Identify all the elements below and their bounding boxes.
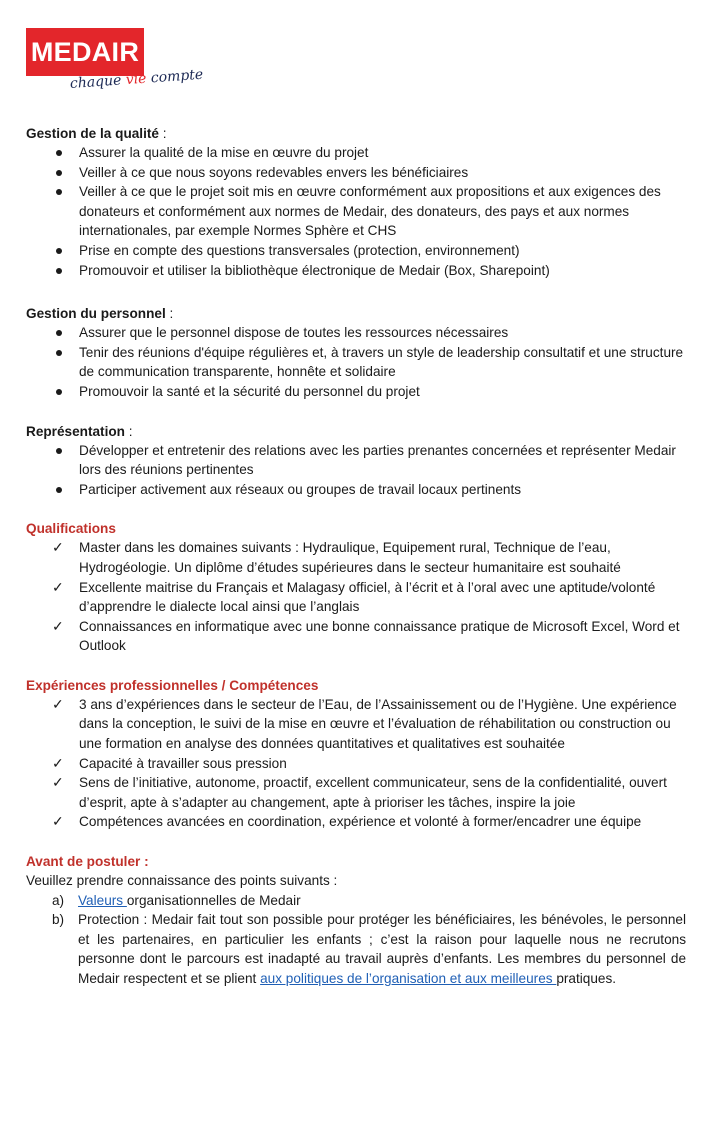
before-apply-intro: Veuillez prendre connaissance des points suivants :	[26, 873, 338, 889]
list-item-text: Promouvoir la santé et la sécurité du personnel du projet	[79, 383, 420, 399]
personnel-list	[26, 323, 686, 401]
list-item	[26, 754, 686, 774]
list-item-text: Compétences avancées en coordination, expérience et volonté à former/encadrer une équipe	[79, 814, 642, 830]
list-item-text: 3 ans d’expériences dans le secteur de l’Eau, de l’Assainissement ou de l’Hygiène. Une expérience dans la conception, le suivi de la mise en œuvre et l’évaluation de réhabilitation ou construction ou une formation en analyse des données quantitatives et qualitatives est souhaitée	[79, 696, 677, 752]
checkmark-icon: ✓	[52, 617, 64, 634]
list-item-text: Participer activement aux réseaux ou groupes de travail locaux pertinents	[79, 481, 522, 497]
bullet-icon	[56, 487, 62, 493]
section-title-text: Gestion du personnel	[26, 306, 166, 322]
list-item-text-tail: pratiques.	[556, 971, 617, 986]
values-link[interactable]: Valeurs	[78, 892, 127, 908]
section-title-quality	[26, 124, 686, 143]
section-title-experience: Expériences professionnelles / Compétences	[26, 677, 319, 693]
list-item-text: Développer et entretenir des relations avec les parties prenantes concernées et représenter Medair lors des réunions pertinentes	[79, 442, 676, 478]
section-title-colon: :	[124, 423, 133, 439]
list-item-text: Prise en compte des questions transversales (protection, environnement)	[79, 242, 520, 258]
list-item	[26, 480, 686, 500]
bullet-icon	[56, 189, 62, 195]
section-title-colon: :	[158, 126, 167, 141]
list-item	[26, 910, 686, 988]
bullet-icon	[56, 448, 62, 454]
bullet-icon	[56, 150, 62, 156]
list-marker: a)	[52, 892, 65, 908]
list-item-text: Sens de l’initiative, autonome, proactif, excellent communicateur, sens de la confidentialité, ouvert d’esprit, apte à s’adapter au changement, apte à prioriser les tâches, inspire la joie	[79, 775, 667, 810]
bullet-icon	[56, 389, 62, 395]
bullet-icon	[56, 268, 62, 274]
list-item	[26, 163, 686, 183]
list-item-text: Veiller à ce que nous soyons redevables envers les bénéficiaires	[79, 164, 469, 180]
checkmark-icon: ✓	[52, 539, 64, 556]
checkmark-icon: ✓	[52, 695, 64, 712]
list-item	[26, 143, 686, 163]
list-item-text: organisationnelles de Medair	[126, 892, 301, 908]
section-title-personnel	[26, 304, 686, 323]
checkmark-icon: ✓	[52, 813, 64, 830]
list-item	[26, 773, 686, 812]
list-item	[26, 261, 686, 281]
list-item-text: Assurer la qualité de la mise en œuvre du projet	[79, 145, 369, 160]
section-title-before-apply: Avant de postuler :	[26, 854, 149, 870]
list-item	[26, 441, 686, 480]
bullet-icon	[56, 248, 62, 254]
tagline-part: chaque	[69, 72, 127, 92]
list-item	[26, 891, 686, 911]
bullet-icon	[56, 170, 62, 176]
list-item	[26, 617, 686, 656]
before-apply-list	[26, 891, 686, 989]
list-marker: b)	[52, 912, 65, 928]
list-item	[26, 578, 686, 617]
policies-link[interactable]: aux politiques de l’organisation et aux meilleures	[260, 971, 557, 986]
section-title-text: Représentation	[26, 423, 125, 439]
document-body	[26, 124, 686, 989]
list-item-text: Protection : Medair fait tout son possible pour protéger les bénéficiaires, les bénévoles, le personnel et les partenaires, en particulier les enfants ; c’est la raison pour laquelle nous ne recrutons personne dont le parcours est inadapté au travail auprès d’enfants. Les membres du personnel de Medair respectent et se plient	[78, 912, 686, 986]
list-item-text: Assurer que le personnel dispose de toutes les ressources nécessaires	[79, 325, 509, 341]
list-item	[26, 538, 686, 577]
list-item-text: Veiller à ce que le projet soit mis en œuvre conformément aux propositions et aux exigences des donateurs et conformément aux normes de Medair, des donateurs, des pays et aux normes internationales, par exemple Normes Sphère et CHS	[79, 184, 661, 239]
list-item	[26, 182, 686, 241]
checkmark-icon: ✓	[52, 754, 64, 771]
list-item-text: Connaissances en informatique avec une bonne connaissance pratique de Microsoft Excel, Word et Outlook	[79, 618, 680, 654]
list-item-text: Excellente maitrise du Français et Malagasy officiel, à l’écrit et à l’oral avec une aptitude/volonté d’apprendre le dialecte local ainsi que l’anglais	[79, 579, 656, 615]
section-title-text: Gestion de la qualité	[26, 126, 159, 141]
section-title-representation	[26, 422, 686, 441]
quality-list	[26, 143, 686, 280]
list-item-text: Tenir des réunions d'équipe régulières et, à travers un style de leadership consultatif et une structure de communication transparente, honnête et solidaire	[79, 344, 684, 380]
checkmark-icon: ✓	[52, 774, 64, 791]
checkmark-icon: ✓	[52, 578, 64, 595]
medair-logo: MEDAIR	[26, 28, 144, 76]
list-item-text: Promouvoir et utiliser la bibliothèque électronique de Medair (Box, Sharepoint)	[79, 262, 550, 278]
list-item	[26, 382, 686, 402]
list-item-text: Master dans les domaines suivants : Hydraulique, Equipement rural, Technique de l’eau, Hydrogéologie. Un diplôme d’études supérieures dans le secteur humanitaire est souhaité	[79, 540, 621, 575]
list-item-text: Capacité à travailler sous pression	[79, 755, 287, 771]
representation-list	[26, 441, 686, 500]
list-item	[26, 812, 686, 832]
tagline-vie: vie	[125, 70, 147, 89]
bullet-icon	[56, 330, 62, 336]
section-title-colon: :	[165, 306, 174, 322]
list-item	[26, 695, 686, 754]
qualifications-list	[26, 538, 686, 656]
list-item	[26, 323, 686, 343]
experience-list	[26, 695, 686, 832]
tagline-part: compte	[145, 66, 204, 87]
bullet-icon	[56, 350, 62, 356]
list-item	[26, 343, 686, 382]
section-title-qualifications: Qualifications	[26, 521, 116, 537]
list-item	[26, 241, 686, 261]
